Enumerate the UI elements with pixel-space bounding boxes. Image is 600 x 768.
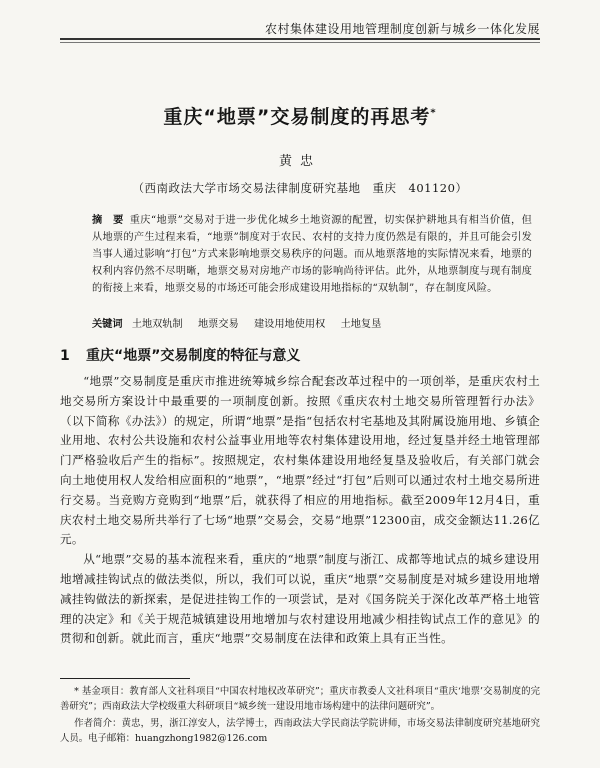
keywords-label: 关键词: [92, 319, 123, 330]
keyword-item: 地票交易: [198, 319, 239, 330]
footnote-rule: [60, 678, 190, 679]
running-header: 农村集体建设用地管理制度创新与城乡一体化发展: [264, 22, 540, 36]
keywords: [92, 315, 532, 330]
section-heading: [60, 345, 540, 365]
abstract-text: 重庆“地票”交易对于进一步优化城乡土地资源的配置，切实保护耕地具有相当价值，但从地票的产生过程来看，“地票”制度对于农民、农村的支持力度仍然是有限的，并且可能会引发当事人通过影响“打包”方式来影响地票交易秩序的问题。而从地票落地的实际情况来看，地票的权利内容仍然不尽明晰，地票交易对房地产市场的影响尚待评估。此外，从地票制度与现有制度的衔接上来看，地票交易的市场还可能会形成建设用地指标的“双轨制”，存在制度风险。: [92, 215, 532, 294]
section-number: 1: [60, 348, 70, 364]
keyword-item: 土地双轨制: [131, 319, 183, 330]
paper-title: [60, 102, 540, 129]
body-text: [60, 372, 540, 649]
abstract: [92, 212, 532, 297]
section-title: 重庆“地票”交易制度的特征与意义: [86, 348, 301, 364]
title-footnote-mark: *: [430, 107, 437, 119]
body-paragraph: 从“地票”交易的基本流程来看，重庆的“地票”制度与浙江、成都等地试点的城乡建设用地增减挂钩试点的做法类似，所以，我们可以说，重庆“地票”交易制度是对城乡建设用地增减挂钩做法的新探索，是促进挂钩工作的一项尝试，是对《国务院关于深化改革严格土地管理的决定》和《关于规范城镇建设用地增加与农村建设用地减少相挂钩试点工作的意见》的贯彻和创新。就此而言，重庆“地票”交易制度在法律和政策上具有正当性。: [60, 552, 540, 646]
author-name: 黄忠: [278, 154, 321, 169]
author-affiliation: （西南政法大学市场交易法律制度研究基地 重庆 401120）: [132, 181, 468, 195]
header-rule: [60, 38, 540, 40]
footnote-author-bio: 作者简介：黄忠，男，浙江淳安人，法学博士，西南政法大学民商法学院讲师，市场交易法律制度研究基地研究人员。电子邮箱：huangzhong1982@126.com: [60, 718, 540, 744]
footnotes: [60, 684, 540, 748]
body-paragraph: “地票”交易制度是重庆市推进统筹城乡综合配套改革过程中的一项创举，是重庆农村土地交易所方案设计中最重要的一项制度创新。按照《重庆农村土地交易所管理暂行办法》（以下简称《办法》）的规定，所谓“地票”是指“包括农村宅基地及其附属设施用地、乡镇企业用地、农村公共设施和农村公益事业用地等农村集体建设用地，经过复垦并经土地管理部门严格验收后产生的指标”。按照规定，农村集体建设用地经复垦及验收后，有关部门就会向土地使用权人发给相应面积的“地票”，“地票”经过“打包”后则可以通过农村土地交易所进行交易。当竞购方竞购到“地票”后，就获得了相应的用地指标。截至2009年12月4日，重庆农村土地交易所共举行了七场“地票”交易会，交易“地票”12300亩，成交金额达11.26亿元。: [60, 374, 540, 547]
keyword-item: 建设用地使用权: [254, 319, 326, 330]
keyword-item: 土地复垦: [340, 319, 382, 330]
header-rule-thin: [60, 42, 540, 43]
abstract-label: 摘 要: [92, 215, 124, 226]
title-text: 重庆“地票”交易制度的再思考: [163, 106, 431, 128]
footnote-funding: * 基金项目：教育部人文社科项目“中国农村地权改革研究”；重庆市教委人文社科项目“重庆‘地票’交易制度的完善研究”；西南政法大学校级重大科研项目“城乡统一建设用地市场构建中的法律问题研究”。: [60, 686, 540, 712]
